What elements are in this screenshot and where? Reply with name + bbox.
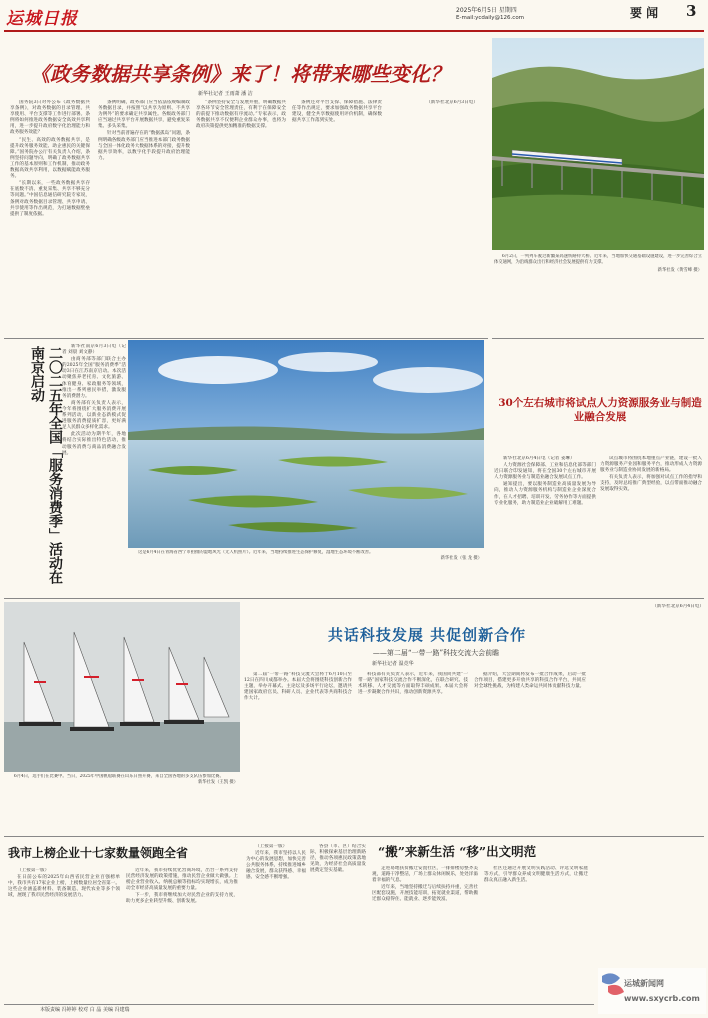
hr-article-paragraph: 通知提出，要以服务制造业高质量发展为导向，推动人力资源服务机构与制造业企业深度合作，在人才招聘、培训开发、劳务协作等方面提供专业化服务，助力制造业企业破解用工难题。 <box>494 482 596 506</box>
relocation-article-paragraph: 走进易地扶贫搬迁安置社区，一排排楼房整齐美观，道路干净整洁，广场上群众休闲娱乐，处处洋溢着幸福的气息。 <box>372 866 478 884</box>
newspaper-logo: 运城日报 <box>6 9 78 28</box>
header-rule <box>4 30 704 32</box>
main-article-title: 《政务数据共享条例》来了！将带来哪些变化？ <box>30 62 450 86</box>
main-article-paragraph: 国务院3日对外公布《政务数据共享条例》，对政务数据的目录管理、共享使用、平台支撑等工作进行部署。条例将如何推进政务数据安全高效共享利用，进一步提升政府数字化治理能力和政务服务效能？ <box>10 100 90 136</box>
wetland-photo-credit: 新华社发（张 龙 摄） <box>440 555 482 561</box>
sailing-image <box>4 602 240 772</box>
wetland-image <box>128 340 484 548</box>
relocation-article-col-2 <box>484 866 588 1000</box>
main-article-col-1 <box>10 100 90 336</box>
main-article-col-2 <box>98 100 190 336</box>
wetland-photo-caption <box>130 550 482 594</box>
relocation-article-col-1 <box>372 866 478 1000</box>
enterprise-article-paragraph: 在日前公布的2025年山西省民营企业百强榜单中，我市共有17家企业上榜，上榜数量位居全省第一。这些企业涵盖新材料、装备制造、现代农业等多个领域，展现了我市民营经济的发展活力。 <box>8 875 120 899</box>
service-consumption-paragraph: 此次活动为期半年，各地将结合实际推出特色活动，推动服务消费与商品消费融合发展。 <box>62 432 126 456</box>
belt-article-subtitle: ——第二届“一带一路”科技交流大会前瞻 <box>372 649 500 657</box>
main-article-col-4 <box>292 100 382 336</box>
issue-date: 2025年6月5日 星期四 <box>456 7 517 14</box>
middle-article-col-1 <box>246 844 306 1000</box>
enterprise-article-title: 我市上榜企业十七家数量领跑全省 <box>8 846 189 860</box>
top-divider <box>4 338 488 339</box>
enterprise-article-paragraph: 近年来，我市持续优化营商环境，出台一系列支持民营经济发展的政策措施，推动民营企业做大做强。上榜企业营业收入、纳税总额等指标均实现增长，成为推动全市经济高质量发展的重要力量。 <box>126 868 238 892</box>
enterprise-article-col-1 <box>8 868 120 1000</box>
train-photo-credit: 新华社发（黄雪峰 摄） <box>657 267 702 273</box>
belt-article-paragraph: 科技部有关负责人表示，近年来，我国同共建“一带一路”国家科技交流合作不断深化，在联合研究、技术转移、人才交流等方面取得丰硕成果。本届大会将进一步凝聚合作共识，推动创新资源共享。 <box>358 672 468 696</box>
main-article-paragraph: “长期以来，一些政务数据共享存在底数不清、重复采集、共享不够充分等问题。”中国信息通信研究院专家说，条例对政务数据目录管理、共享申请、共享使用等作出规范，为打通数据壁垒提供了制度依据。 <box>10 181 90 217</box>
belt-article-col-1 <box>244 672 352 834</box>
footer-rule <box>4 1004 594 1005</box>
belt-article-byline: 新华社记者 温竞华 <box>372 661 414 667</box>
main-article-paragraph: “条例坚持安全与发展并重，明确数据共享各环节安全管理责任，有利于在保障安全的前提下推动数据有序流动。”专家表示，政务数据共享不仅便利企业群众办事，也将为政府决策提供更加精准的数据支撑。 <box>196 100 286 130</box>
belt-article-paragraph: 第二届“一带一路”科技交流大会将于6月10日至12日在四川成都举办。本届大会将围绕科技创新合作主题，举办开幕式、主论坛及多场平行论坛，邀请共建国家政府官员、科研人员、企业代表等共商科技合作大计。 <box>244 672 352 702</box>
main-article-col-3 <box>196 100 286 336</box>
relocation-article-title: “搬”来新生活 “移”出文明范 <box>378 844 537 859</box>
enterprise-article-col-2 <box>126 868 238 1000</box>
hr-article-paragraph: 人力资源社会保障部、工业和信息化部等部门近日联合印发通知，将在全国30个左右城市开展人力资源服务业与制造业融合发展试点工作。 <box>494 463 596 481</box>
sailing-photo <box>4 602 240 772</box>
main-article-paragraph: “民生、高效的政务数据共享，是提升政务服务效能、助企惠民的关键保障。”国务院办公厅有关负责人介绍，条例坚持问题导向，明确了政务数据共享工作的基本原则和工作机制，推动政务数据高效共享利用，以数据赋能政务服务。 <box>10 137 90 180</box>
main-article-dateline: （新华社北京6月3日电） <box>426 100 478 105</box>
watermark-text: 运城新闻网 www.sxycrb.com <box>624 979 700 1003</box>
hr-article-col-2 <box>600 456 702 592</box>
main-article-paragraph: 针对当前普遍存在的“数据孤岛”问题，条例明确各级政务部门应当推进本部门政务数据与全国一体化政务大数据体系的对接，提升数据共享效率，以数字化手段提升政府治理能力。 <box>98 131 190 161</box>
footer-editors: 本版责编 冯婷婷 校对 白 晶 美编 冯建瑞 <box>40 1007 130 1013</box>
middle-article-paragraph: 各县（市、区）结合实际，积极探索基层治理新路径，推动各项惠民政策落地见效，为经济社会高质量发展奠定坚实基础。 <box>310 844 366 874</box>
email-line: E-mail:ycdaily@126.com <box>456 15 525 21</box>
service-consumption-headline: 二〇二五年全国「服务消费季」活动在南京启动 <box>29 346 63 584</box>
belt-article-col-4 <box>592 604 704 834</box>
belt-article-col-3 <box>474 672 586 834</box>
hr-article-paragraph: 有关负责人表示，将加强对试点工作的指导和支持，及时总结推广典型经验，以点带面推动融合发展取得实效。 <box>600 475 702 493</box>
train-bridge-photo <box>492 38 704 250</box>
belt-article-dateline: （新华社北京6月4日电） <box>652 604 704 609</box>
page-header <box>0 0 708 34</box>
middle-article-paragraph: 近年来，我市坚持以人民为中心的发展思想，加快完善公共服务体系，持续推进城乡融合发展，群众获得感、幸福感、安全感不断增强。 <box>246 851 306 881</box>
service-consumption-paragraph: 由商务部等部门联合主办的2025年全国“服务消费季”活动3日在江苏南京启动。本次活动聚焦养老托育、文化旅游、体育健身、家政服务等领域，推出一系列惠民举措，激发服务消费潜力。 <box>62 357 126 399</box>
hr-article-title: 30个左右城市将试点人力资源服务业与制造业融合发展 <box>498 397 702 423</box>
train-bridge-image <box>492 38 704 250</box>
wetland-photo <box>128 340 484 548</box>
relocation-article-paragraph: 近年来，当地坚持搬迁与后续扶持并重，完善社区配套设施，开展技能培训，拓宽就业渠道，帮助搬迁群众稳得住、能就业、逐步能致富。 <box>372 885 478 903</box>
hr-article-paragraph: 试点城市将围绕本地重点产业链，建设一批人力资源服务产业园和服务平台，推动形成人力资源服务业与制造业协同发展的新格局。 <box>600 456 702 474</box>
lower-divider <box>4 836 704 837</box>
train-photo-caption <box>494 254 702 334</box>
main-article-col-5 <box>388 100 478 336</box>
service-consumption-paragraph: 商务部有关负责人表示，今年将围绕扩大服务消费开展系列活动，以新业态新模式促进服务消费提质扩容，更好满足人民群众多样化需求。 <box>62 400 126 431</box>
hr-article-col-1 <box>494 456 596 592</box>
train-photo-caption-text: 6月2日，一列列车驶过新疆某高速铁路特大桥。近年来，当地加快交通基础设施建设，进一步完善综合立体交通网，为沿线群众出行和经济社会发展提供有力支撑。 <box>494 254 702 265</box>
service-consumption-dateline: 新华社南京6月3日电（记者 刘晨 刘文静） <box>62 344 126 356</box>
sailing-photo-credit: 新华社发（王凯 摄） <box>197 779 238 785</box>
hr-article-frame <box>492 338 704 339</box>
wetland-photo-caption-text: 这是6月4日在青海省西宁市拍摄的湿地风光（无人机照片）。近年来，当地持续推进生态保护修复，湿地生态环境不断改善。 <box>138 550 374 555</box>
middle-article-lead: （上接第一版） <box>255 844 288 849</box>
main-article-paragraph: 条例还对平台支撑、保障措施、法律责任等作出规定，要求加强政务数据共享平台建设，健全共享数据使用评价机制，确保数据共享工作落到实处。 <box>292 100 382 124</box>
main-article-paragraph: 条例明确，政务部门应当依法依规编制政务数据目录，并按照“以共享为原则、不共享为例外”的要求确定共享属性。各级政务部门应当通过共享平台开展数据共享，避免重复采集、多头采集。 <box>98 100 190 130</box>
sailing-photo-caption-text: 6月4日，选手们在比赛中。当日，2025年中国帆船联赛在山东日照开赛，来自全国各地的多支队伍参加比赛。 <box>14 774 224 779</box>
page-number: 3 <box>686 2 697 20</box>
site-watermark <box>598 968 706 1014</box>
hr-article-dateline: 新华社北京6月4日电（记者 姜琳） <box>503 456 575 461</box>
service-consumption-text <box>62 344 126 596</box>
sailing-photo-caption <box>6 774 238 818</box>
section-name: 要 闻 <box>630 6 659 20</box>
belt-article-title: 共话科技发展 共促创新合作 <box>327 626 527 644</box>
relocation-article-paragraph: 社区还通过开展文明实践活动、评选文明家庭等方式，引导群众养成文明健康生活方式，让搬迁群众真正融入新生活。 <box>484 866 588 884</box>
belt-article-col-2 <box>358 672 468 834</box>
enterprise-article-lead: （上接第一版） <box>17 868 50 873</box>
belt-article-paragraph: 据介绍，大会期间将发布一批合作成果，启动一批合作项目，搭建更多开放共享的科技合作平台，共同应对全球性挑战，为构建人类命运共同体贡献科技力量。 <box>474 672 586 690</box>
main-article-byline: 新华社记者 王雨萧 潘 洁 <box>198 91 253 97</box>
middle-divider <box>4 598 704 599</box>
enterprise-article-paragraph: 下一步，我市将继续加大对民营企业的支持力度，助力更多企业转型升级、创新发展。 <box>126 893 238 905</box>
middle-article-col-2 <box>310 844 366 1000</box>
